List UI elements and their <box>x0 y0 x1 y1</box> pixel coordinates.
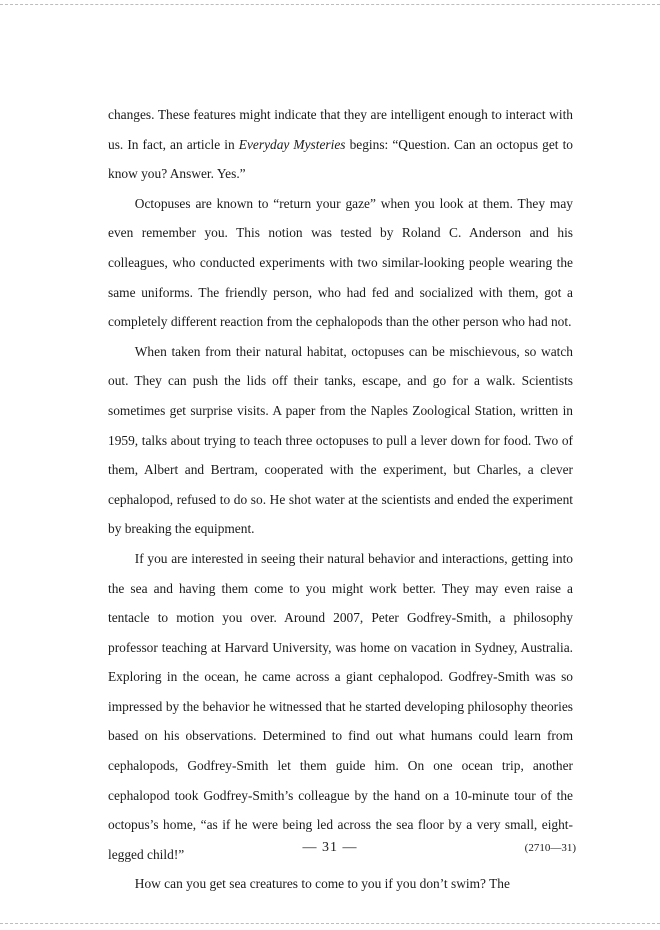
page-body <box>108 100 573 899</box>
top-dashed-rule <box>0 4 660 5</box>
paragraph-1 <box>108 100 573 189</box>
exam-code: (2710—31) <box>524 842 576 854</box>
paragraph-1-text-end: begins: “Question. Can an octopus get to know you? Answer. Yes.” <box>108 136 573 182</box>
paragraph-4: If you are interested in seeing their natural behavior and interactions, getting into the sea and having them come to you might work better. They may even raise a tentacle to motion you over. Around 2007, Peter Godfrey-Smith, a philosophy professor teaching at Harvard University, was home on vacation in Sydney, Australia. Exploring in the ocean, he came across a giant cephalopod. Godfrey-Smith was so impressed by the behavior he witnessed that he started developing philosophy theories based on his observations. Determined to find out what humans could learn from cephalopods, Godfrey-Smith let them guide him. On one ocean trip, another cephalopod took Godfrey-Smith’s colleague by the hand on a 10-minute tour of the octopus’s home, “as if he were being led across the sea floor by a very small, eight-legged child!” <box>108 550 573 862</box>
paragraph-3: When taken from their natural habitat, octopuses can be mischievous, so watch out. They can push the lids off their tanks, escape, and go for a walk. Scientists sometimes get surprise visits. A paper from the Naples Zoological Station, written in 1959, talks about trying to teach three octopuses to pull a lever down for food. Two of them, Albert and Bertram, cooperated with the experiment, but Charles, a clever cephalopod, refused to do so. He shot water at the scientists and ended the experiment by breaking the equipment. <box>108 343 573 537</box>
paragraph-1-text-start: changes. These features might indicate that they are intelligent enough to interact with us. In fact, an article in <box>108 107 573 152</box>
paragraph-2: Octopuses are known to “return your gaze” when you look at them. They may even remember you. This notion was tested by Roland C. Anderson and his colleagues, who conducted experiments with two similar-looking people wearing the same uniforms. The friendly person, who had fed and socialized with them, got a completely different reaction from the cephalopods than the other person who had not. <box>108 195 573 330</box>
bottom-dashed-rule <box>0 923 660 924</box>
page-number: — 31 — <box>302 840 358 855</box>
magazine-title: Everyday Mysteries <box>238 136 346 152</box>
paragraph-5: How can you get sea creatures to come to you if you don’t swim? The <box>134 876 510 892</box>
